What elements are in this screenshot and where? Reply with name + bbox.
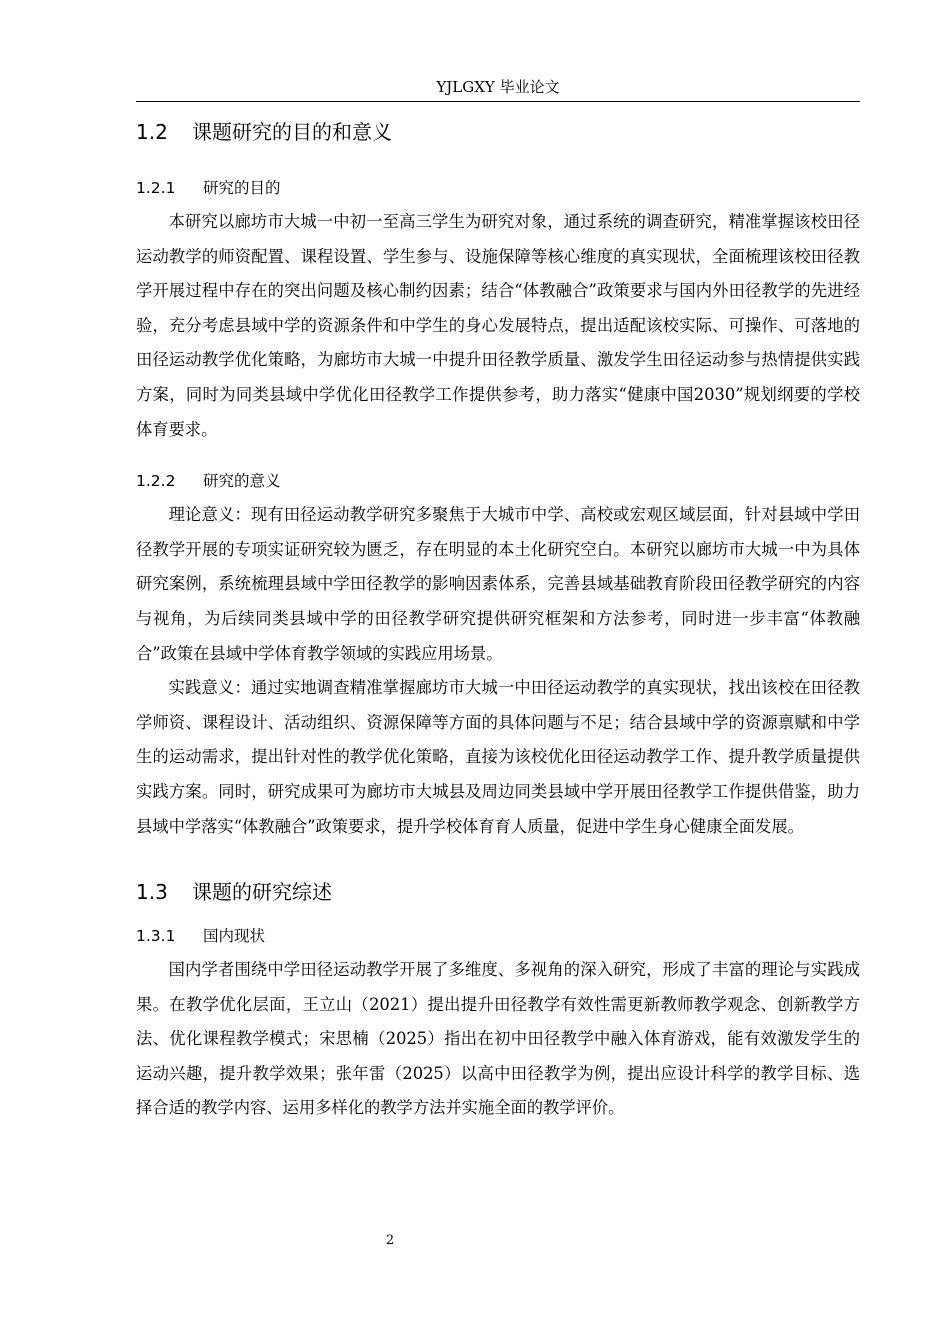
section-number: 1.2: [136, 120, 168, 144]
subsection-title: 研究的意义: [203, 472, 281, 491]
section-heading-1-2: [136, 118, 860, 146]
paragraph-practical-significance: 实践意义：通过实地调查精准掌握廊坊市大城一中田径运动教学的真实现状，找出该校在田径教学师资、课程设计、活动组织、资源保障等方面的具体问题与不足；结合县域中学的资源禀赋和中学生的运动需求，提出针对性的教学优化策略，直接为该校优化田径运动教学工作、提升教学质量提供实践方案。同时，研究成果可为廊坊市大城县及周边同类县域中学开展田径教学工作提供借鉴，助力县域中学落实“体教融合”政策要求，提升学校体育育人质量，促进中学生身心健康全面发展。: [136, 678, 860, 836]
page-content: [136, 112, 860, 1126]
section-title: 课题的研究综述: [192, 880, 332, 905]
subsection-title: 国内现状: [203, 927, 266, 946]
section-number: 1.3: [136, 880, 168, 905]
subsection-number: 1.2.1: [136, 179, 176, 197]
paragraph-theoretical-significance: 理论意义：现有田径运动教学研究多聚焦于大城市中学、高校或宏观区域层面，针对县域中学田径教学开展的专项实证研究较为匮乏，存在明显的本土化研究空白。本研究以廊坊市大城一中为具体研究案例，系统梳理县域中学田径教学的影响因素体系，完善县域基础教育阶段田径教学研究的内容与视角，为后续同类县域中学的田径教学研究提供研究框架和方法参考，同时进一步丰富“体教融合”政策在县域中学体育教学领域的实践应用场景。: [136, 505, 860, 663]
subsection-title: 研究的目的: [203, 179, 281, 197]
subsection-heading-1-3-1: [136, 924, 860, 948]
section-title: 课题研究的目的和意义: [192, 120, 392, 144]
subsection-number: 1.3.1: [136, 927, 176, 946]
page-number: 2: [385, 1233, 395, 1248]
subsection-heading-1-2-2: [136, 469, 860, 493]
subsection-number: 1.2.2: [136, 472, 176, 491]
section-heading-1-3: [136, 878, 860, 906]
page-header: YJLGXY 毕业论文: [136, 74, 860, 102]
paragraph-research-purpose: 本研究以廊坊市大城一中初一至高三学生为研究对象，通过系统的调查研究，精准掌握该校田径运动教学的师资配置、课程设置、学生参与、设施保障等核心维度的真实现状，全面梳理该校田径教学开展过程中存在的突出问题及核心制约因素；结合“体教融合”政策要求与国内外田径教学的先进经验，充分考虑县域中学的资源条件和中学生的身心发展特点，提出适配该校实际、可操作、可落地的田径运动教学优化策略，为廊坊市大城一中提升田径教学质量、激发学生田径运动参与热情提供实践方案，同时为同类县域中学优化田径教学工作提供参考，助力落实“健康中国2030”规划纲要的学校体育要求。: [136, 212, 860, 439]
subsection-heading-1-2-1: [136, 176, 860, 200]
paragraph-domestic-status: 国内学者围绕中学田径运动教学开展了多维度、多视角的深入研究，形成了丰富的理论与实践成果。在教学优化层面，王立山（2021）提出提升田径教学有效性需更新教师教学观念、创新教学方法、优化课程教学模式；宋思楠（2025）指出在初中田径教学中融入体育游戏，能有效激发学生的运动兴趣，提升教学效果；张年雷（2025）以高中田径教学为例，提出应设计科学的教学目标、选择合适的教学内容、运用多样化的教学方法并实施全面的教学评价。: [136, 960, 860, 1118]
